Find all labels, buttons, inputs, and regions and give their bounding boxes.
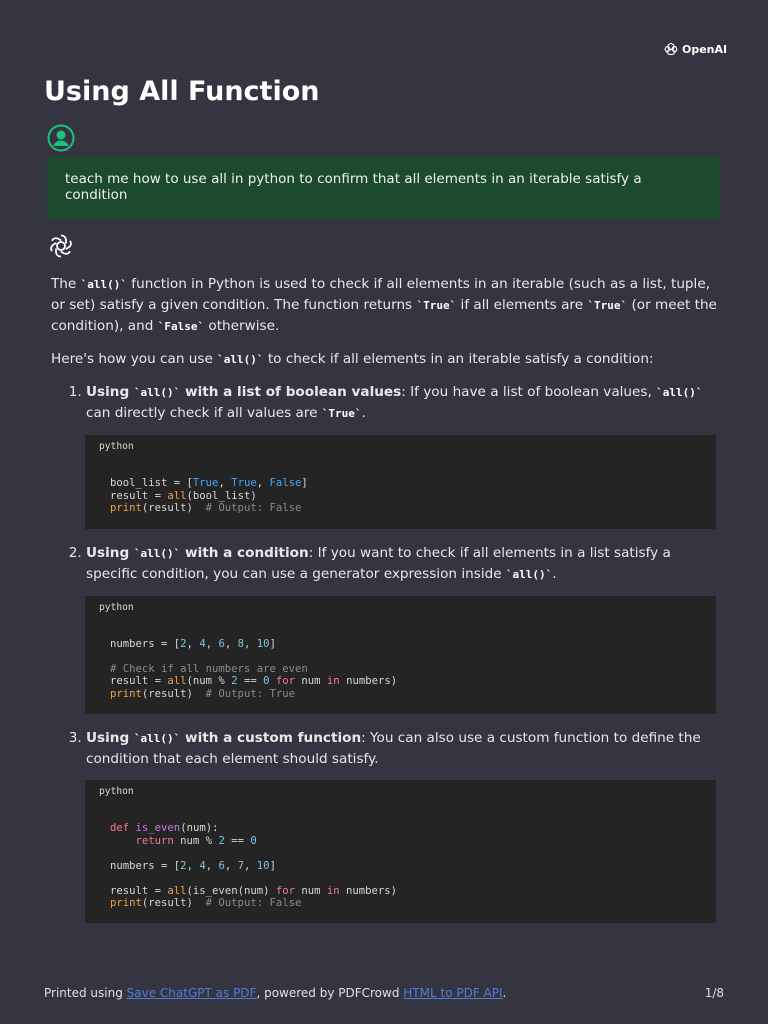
howto-paragraph: Here's how you can use `all()` to check if all elements in an iterable satisfy a condition: bbox=[51, 351, 654, 367]
inline-code: `True` bbox=[587, 299, 628, 312]
user-prompt: teach me how to use all in python to confirm that all elements in an iterable satisfy a condition bbox=[47, 157, 720, 219]
code-language-label: python bbox=[99, 601, 134, 613]
steps-list bbox=[51, 382, 721, 923]
assistant-answer bbox=[51, 274, 721, 937]
inline-code: `False` bbox=[157, 320, 205, 333]
inline-code: `all()` bbox=[217, 353, 264, 366]
code-content: def is_even(num): return num % 2 == 0 numbers = [2, 4, 6, 7, 10] result = all(is_even(num) for num in numbers) print(result) # Output: False bbox=[110, 822, 398, 909]
code-block[interactable] bbox=[85, 435, 716, 529]
code-content: bool_list = [True, True, False] result = all(bool_list) print(result) # Output: False bbox=[110, 477, 308, 515]
openai-brand bbox=[663, 41, 727, 57]
page-number: 1/8 bbox=[704, 986, 724, 1000]
html-to-pdf-api-link[interactable]: HTML to PDF API bbox=[403, 986, 503, 1000]
list-item: 2. Using `all()` with a condition: If you want to check if all elements in a list satisfy a specific condition, you can use a generator expression inside `all()`. python numbers = [2, 4, 6, 8, 10] # Check if all numbers are even result = all(num % 2 == 0 for num in numbers) print(result) # Output: True bbox=[86, 543, 721, 714]
user-avatar-icon bbox=[47, 124, 75, 152]
code-block[interactable] bbox=[85, 596, 716, 714]
inline-code: `True` bbox=[416, 299, 457, 312]
page-title: Using All Function bbox=[44, 76, 320, 107]
code-language-label: python bbox=[99, 786, 134, 798]
chatgpt-avatar-icon bbox=[47, 232, 75, 260]
intro-paragraph: The `all()` function in Python is used to check if all elements in an iterable (such as a list, tuple, or set) satisfy a given condition. The function returns `True` if all elements are `True` (or meet the condition), and `False` otherwise. bbox=[51, 276, 717, 334]
openai-logo-icon bbox=[663, 41, 679, 57]
brand-name: OpenAI bbox=[682, 42, 728, 56]
list-item: 3. Using `all()` with a custom function: You can also use a custom function to define the condition that each element should satisfy. python def is_even(num): return num % 2 == 0 numbers = [2, 4, 6, 7, 10] result = all(is_even(num) for num in numbers) print(result) # Output: False bbox=[86, 728, 721, 923]
code-content: numbers = [2, 4, 6, 8, 10] # Check if all numbers are even result = all(num % 2 == 0 for num in numbers) print(result) # Output: True bbox=[110, 638, 398, 700]
code-language-label: python bbox=[99, 441, 134, 452]
inline-code: `all()` bbox=[80, 278, 127, 291]
save-chatgpt-pdf-link[interactable]: Save ChatGPT as PDF bbox=[126, 986, 257, 1000]
code-block[interactable] bbox=[85, 780, 716, 923]
list-item: 1. Using `all()` with a list of boolean values: If you have a list of boolean values, `all()` can directly check if all values are `True`. python bool_list = [True, True, False] result = all(bool_list) print(result) # Output: False bbox=[86, 382, 721, 529]
footer-credit: Printed using Save ChatGPT as PDF, powered by PDFCrowd HTML to PDF API. bbox=[44, 986, 507, 1000]
page-footer bbox=[44, 986, 724, 1000]
